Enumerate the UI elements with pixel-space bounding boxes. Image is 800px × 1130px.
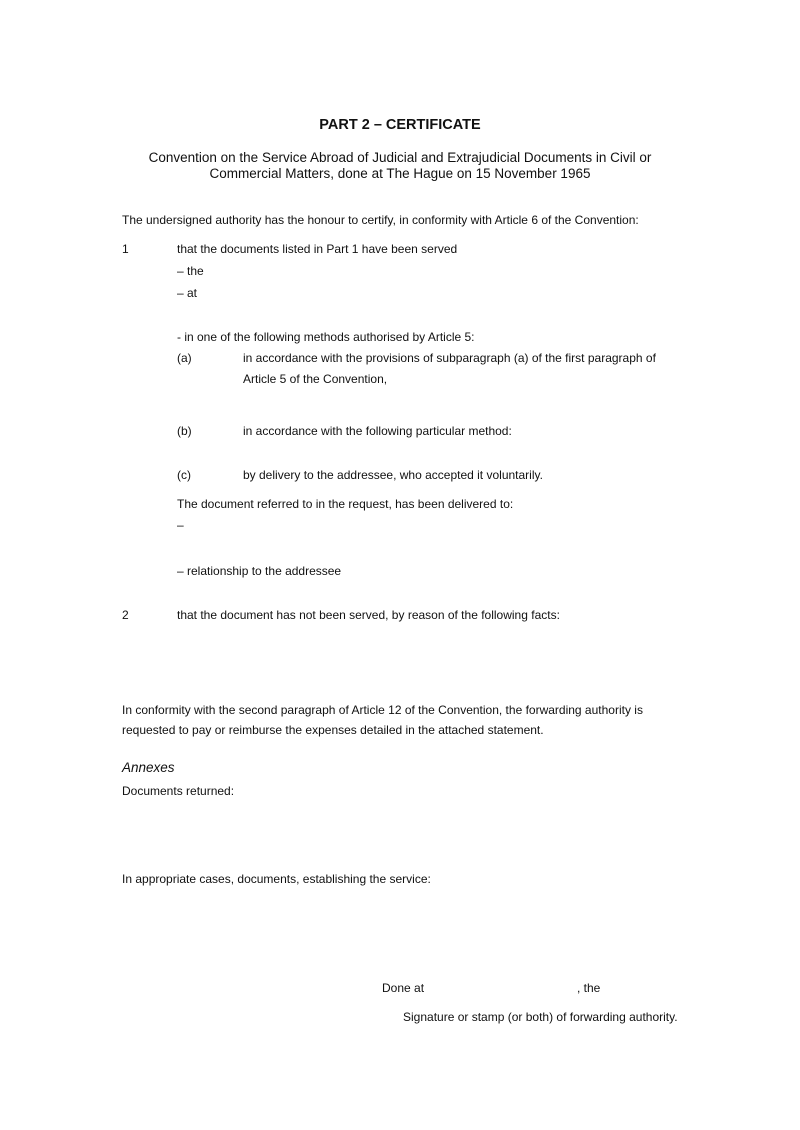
served-at-line: – at (177, 286, 198, 300)
signature-line: Signature or stamp (or both) of forwarding authority. (403, 1010, 678, 1024)
served-the-line: – the (177, 264, 204, 278)
done-at: Done at (382, 981, 425, 995)
item-1-number: 1 (122, 242, 129, 256)
page-subtitle (100, 150, 700, 182)
item-2-number: 2 (122, 608, 129, 622)
method-a-line-2: Article 5 of the Convention, (243, 372, 388, 386)
documents-returned: Documents returned: (122, 784, 235, 798)
method-c-text: by delivery to the addressee, who accepted it voluntarily. (243, 468, 543, 482)
subtitle-line-2: Commercial Matters, done at The Hague on 15 November 1965 (209, 166, 591, 181)
delivered-to-dash: – (177, 518, 184, 532)
method-b-text: in accordance with the following particular method: (243, 424, 512, 438)
conformity-line-1: In conformity with the second paragraph of Article 12 of the Convention, the forwarding authority is (122, 703, 643, 717)
methods-intro: - in one of the following methods authorised by Article 5: (177, 330, 475, 344)
annexes-heading: Annexes (122, 760, 175, 775)
page-title: PART 2 – CERTIFICATE (319, 117, 481, 133)
delivered-to-text: The document referred to in the request, has been delivered to: (177, 497, 514, 511)
method-a-label: (a) (177, 351, 192, 365)
item-2-text: that the document has not been served, by reason of the following facts: (177, 608, 560, 622)
done-date: , the (577, 981, 601, 995)
relationship-line: – relationship to the addressee (177, 564, 342, 578)
item-1-text: that the documents listed in Part 1 have been served (177, 242, 458, 256)
conformity-line-2: requested to pay or reimburse the expenses detailed in the attached statement. (122, 723, 544, 737)
method-b-label: (b) (177, 424, 192, 438)
method-c-label: (c) (177, 468, 191, 482)
method-a-line-1: in accordance with the provisions of subparagraph (a) of the first paragraph of (243, 351, 656, 365)
appropriate-cases: In appropriate cases, documents, establishing the service: (122, 872, 431, 886)
intro-text: The undersigned authority has the honour to certify, in conformity with Article 6 of the Convention: (122, 213, 639, 227)
subtitle-line-1: Convention on the Service Abroad of Judicial and Extrajudicial Documents in Civil or (148, 150, 652, 165)
